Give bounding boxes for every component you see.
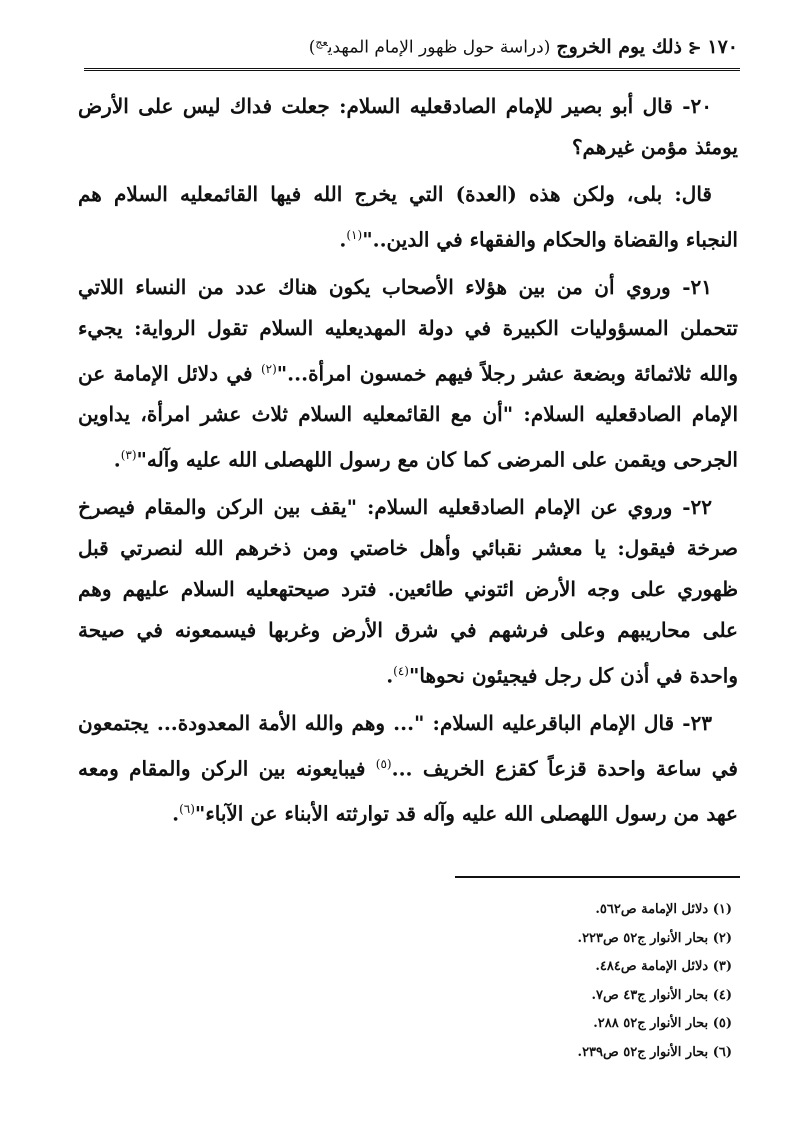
footnote-ref-1: (١): [346, 228, 363, 242]
footnote-ref-6: (٦): [179, 802, 195, 817]
footnote-2: (٢) بحار الأنوار ج٥٢ ص٢٢٣.: [577, 930, 732, 946]
footnote-6: (٦) بحار الأنوار ج٥٢ ص٢٣٩.: [577, 1044, 732, 1060]
paragraph-23: ٢٣- قال الإمام الباقرعليه السلام: "... وهم والله الأمة المعدودة... يجتمعون في ساعة واحدة قزعاً كقزع الخريف ...$^{(٥)}$ فيبايعونه بين الركن والمقام ومعه عهد من رسول اللهصلى الله عليه وآله قد توارثته الأبناء عن الآباء"$^{(٦)}$.: [78, 710, 738, 826]
footnote-ref-3: (٣): [120, 448, 137, 463]
page-number: ١٧٠: [707, 36, 738, 58]
footnote-divider: [455, 876, 740, 878]
paragraph-20: ٢٠- قال أبو بصير للإمام الصادقعليه السلام: جعلت فداك ليس على الأرض يومئذ مؤمن غيرهم؟: [78, 94, 738, 159]
footnote-1: (١) دلائل الإمامة ص٥٦٢.: [595, 902, 732, 917]
page-header: [88, 30, 738, 64]
subtitle-superscript: عج: [315, 36, 328, 50]
footnotes: [420, 896, 732, 1067]
paragraph-21: ٢١- وروي أن من بين هؤلاء الأصحاب يكون هناك عدد من النساء اللاتي تتحملن المسؤوليات الكبيرة في دولة المهديعليه السلام تقول الرواية: يجيء والله ثلاثمائة وبضعة عشر رجلاً فيهم خمسون امرأة..."$^{(٢)}$ في دلائل الإمامة عن الإمام الصادقعليه السلام: "أن مع القائمعليه السلام ثلاث عشر امرأة، يداوين الجرحى ويقمن على المرضى كما كان مع رسول اللهصلى الله عليه وآله"$^{(٣)}$.: [78, 274, 738, 472]
header-ornament-icon: ⊰: [687, 37, 702, 57]
footnote-4: (٤) بحار الأنوار ج٤٣ ص٧.: [591, 987, 732, 1003]
paragraph-22: ٢٢- وروي عن الإمام الصادقعليه السلام: "يقف بين الركن والمقام فيصرخ صرخة فيقول: يا معشر نقبائي وأهل خاصتي ومن ذخرهم الله لنصرتي قبل ظهوري على وجه الأرض ائتوني طائعين. فترد صيحتهعليه السلام عليهم وهم على محاريبهم وعلى فرشهم في شرق الأرض وغربها فيسمعونه في صيحة واحدة في أذن كل رجل فيجيئون نحوها"$^{(٤)}$.: [78, 494, 738, 688]
book-subtitle: (دراسة حول ظهور الإمام المهدي$^{عج}$): [308, 36, 551, 58]
footnote-ref-4: (٤): [393, 663, 409, 678]
book-title: ذلك يوم الخروج: [556, 36, 682, 58]
footnote-5: (٥) بحار الأنوار ج٥٢ ٢٨٨.: [593, 1016, 732, 1031]
header-divider: [84, 68, 740, 71]
footnote-ref-2: (٢): [260, 361, 277, 376]
main-text: [78, 86, 738, 841]
paragraph-20-answer: قال: بلى، ولكن هذه (العدة) التي يخرج الله فيها القائمعليه السلام هم النجباء والقضاة والحكام والفقهاء في الدين.."$^{(١)}$.: [78, 182, 738, 252]
footnote-3: (٣) دلائل الإمامة ص٤٨٤.: [595, 959, 732, 974]
footnote-ref-5: (٥): [375, 756, 392, 771]
